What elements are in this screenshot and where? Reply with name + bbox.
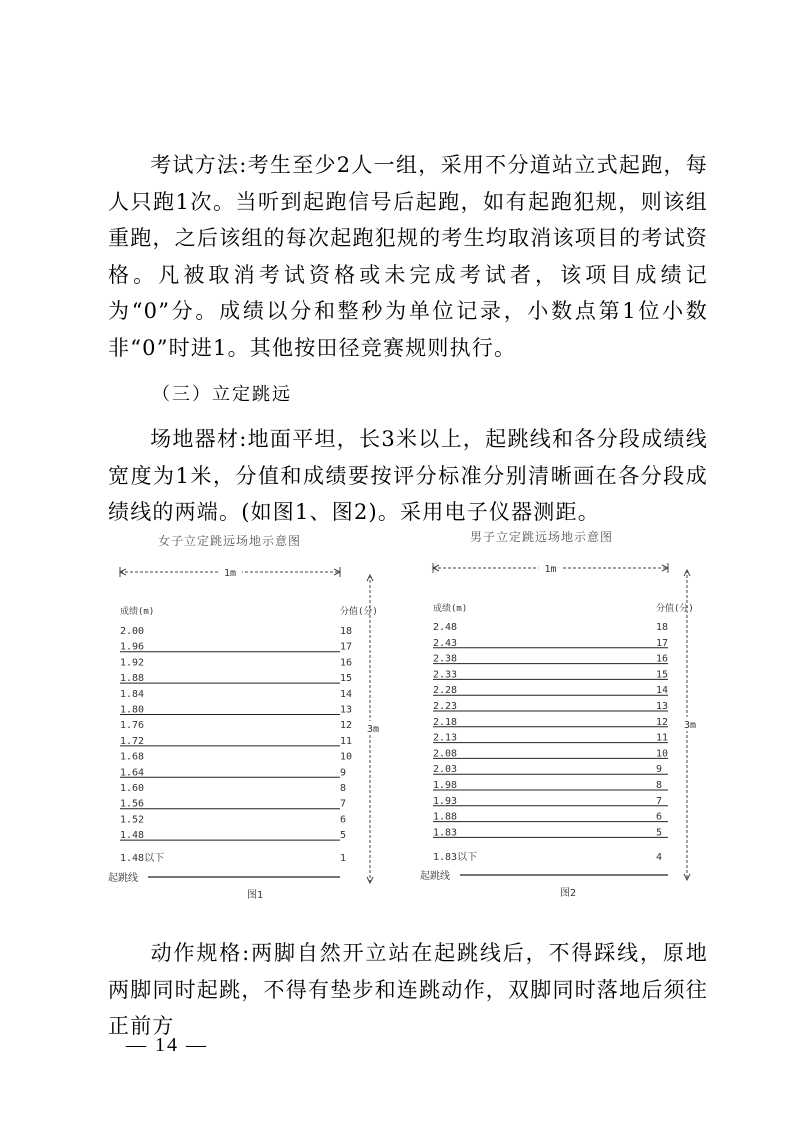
fig2-points-label: 8 bbox=[656, 780, 663, 791]
fig2-score-label: 1.93 bbox=[433, 795, 458, 807]
fig1-caption: 图1 bbox=[246, 890, 264, 901]
fig2-score-label: 2.13 bbox=[433, 732, 458, 744]
fig2-points-label: 7 bbox=[656, 795, 663, 807]
fig2-start-line-label: 起跳线 bbox=[420, 871, 450, 882]
fig2-points-label: 10 bbox=[656, 748, 669, 760]
fig1-score-label: 1.92 bbox=[120, 657, 145, 669]
fig2-score-label: 2.33 bbox=[433, 669, 458, 681]
fig1-score-label: 1.68 bbox=[120, 751, 145, 763]
fig2-points-label: 5 bbox=[656, 827, 663, 839]
paragraph-action-spec-text: 动作规格:两脚自然开立站在起跳线后，不得踩线，原地两脚同时起跳，不得有垫步和连跳动作，双脚同时落地后须往正前方 bbox=[108, 941, 708, 1039]
fig1-score-label: 1.64 bbox=[120, 767, 145, 779]
fig2-below-points-label: 4 bbox=[656, 852, 663, 863]
paragraph-exam-method-text: 考试方法:考生至少2人一组，采用不分道站立式起跑，每人只跑1次。当听到起跑信号后起跑，如有起跑犯规，则该组重跑，之后该组的每次起跑犯规的考生均取消该项目的考试资格。凡被取消考试资格或未完成考试者，该项目成绩记为“0”分。成绩以分和整秒为单位记录，小数点第1位小数非“0”时进1。其他按田径竞赛规则执行。 bbox=[108, 153, 708, 360]
fig1-points-label: 13 bbox=[340, 704, 353, 716]
fig1-width-label: 1m bbox=[223, 568, 237, 579]
fig1-points-label: 10 bbox=[340, 751, 353, 763]
fig1-points-label: 16 bbox=[340, 657, 353, 669]
fig2-length-label: 3m bbox=[684, 720, 697, 731]
fig1-score-label: 1.72 bbox=[120, 735, 145, 747]
fig1-start-line-label: 起跳线 bbox=[108, 873, 138, 884]
section-heading: （三）立定跳远 bbox=[152, 384, 292, 405]
fig1-points-label: 12 bbox=[340, 720, 353, 732]
fig2-col-score-header: 成绩(m) bbox=[433, 604, 468, 614]
fig2-width-label: 1m bbox=[544, 564, 557, 575]
fig2-score-label: 2.23 bbox=[433, 701, 458, 712]
fig2-score-label: 2.03 bbox=[433, 764, 458, 776]
fig1-score-label: 2.00 bbox=[120, 626, 145, 637]
fig2-score-label: 2.38 bbox=[433, 653, 458, 665]
fig2-points-label: 16 bbox=[656, 653, 669, 665]
fig1-length-label: 3m bbox=[367, 724, 380, 735]
fig1-points-label: 7 bbox=[340, 798, 347, 810]
fig2-points-label: 11 bbox=[656, 732, 669, 744]
fig2-score-label: 1.98 bbox=[433, 780, 458, 791]
fig1-points-label: 18 bbox=[340, 626, 353, 637]
figure2-title: 男子立定跳远场地示意图 bbox=[470, 530, 614, 544]
paragraph-action-spec bbox=[108, 935, 708, 1045]
figure1-title: 女子立定跳远场地示意图 bbox=[158, 534, 302, 548]
fig2-score-label: 1.83 bbox=[433, 827, 458, 839]
fig1-col-points-header: 分值(分) bbox=[340, 607, 378, 617]
fig2-points-label: 17 bbox=[656, 637, 669, 649]
fig1-score-label: 1.96 bbox=[120, 641, 145, 653]
fig1-points-label: 15 bbox=[340, 673, 353, 685]
fig1-points-label: 5 bbox=[340, 830, 347, 842]
page-number: — 14 — bbox=[126, 1034, 208, 1056]
figure1-diagram bbox=[108, 565, 386, 901]
fig2-score-label: 2.43 bbox=[433, 637, 458, 649]
fig2-points-label: 12 bbox=[656, 716, 669, 728]
fig1-points-label: 6 bbox=[340, 814, 347, 826]
fig1-points-label: 9 bbox=[340, 767, 347, 779]
fig2-score-label: 2.28 bbox=[433, 685, 458, 697]
fig2-points-label: 14 bbox=[656, 685, 669, 697]
fig1-score-label: 1.76 bbox=[120, 720, 145, 732]
fig1-below-points-label: 1 bbox=[340, 853, 347, 864]
fig1-col-score-header: 成绩(m) bbox=[120, 607, 155, 617]
fig1-below-score-label: 1.48以下 bbox=[120, 853, 165, 864]
fig2-col-points-header: 分值(分) bbox=[656, 604, 694, 614]
fig1-points-label: 17 bbox=[340, 641, 353, 653]
fig2-points-label: 6 bbox=[656, 811, 663, 823]
fig2-score-label: 2.48 bbox=[433, 622, 458, 633]
fig2-points-label: 15 bbox=[656, 669, 669, 681]
fig2-caption: 图2 bbox=[559, 888, 577, 899]
fig2-score-label: 1.88 bbox=[433, 811, 458, 823]
fig1-score-label: 1.80 bbox=[120, 704, 145, 716]
fig2-score-label: 2.08 bbox=[433, 748, 458, 760]
fig2-below-score-label: 1.83以下 bbox=[433, 852, 478, 863]
fig2-score-label: 2.18 bbox=[433, 716, 458, 728]
fig2-points-label: 18 bbox=[656, 622, 669, 633]
fig1-points-label: 14 bbox=[340, 688, 353, 700]
fig1-score-label: 1.52 bbox=[120, 814, 145, 826]
figure2-diagram bbox=[420, 561, 703, 899]
fig1-points-label: 11 bbox=[340, 735, 353, 747]
paragraph-equipment-text: 场地器材:地面平坦，长3米以上，起跳线和各分段成绩线宽度为1米，分值和成绩要按评分标准分别清晰画在各分段成绩线的两端。(如图1、图2)。采用电子仪器测距。 bbox=[108, 427, 708, 525]
fig1-score-label: 1.48 bbox=[120, 830, 145, 842]
fig1-score-label: 1.84 bbox=[120, 688, 145, 700]
fig2-points-label: 13 bbox=[656, 701, 669, 712]
fig1-points-label: 8 bbox=[340, 783, 347, 794]
fig1-score-label: 1.60 bbox=[120, 783, 145, 794]
fig1-score-label: 1.56 bbox=[120, 798, 145, 810]
fig1-score-label: 1.88 bbox=[120, 673, 145, 685]
fig2-points-label: 9 bbox=[656, 764, 663, 776]
